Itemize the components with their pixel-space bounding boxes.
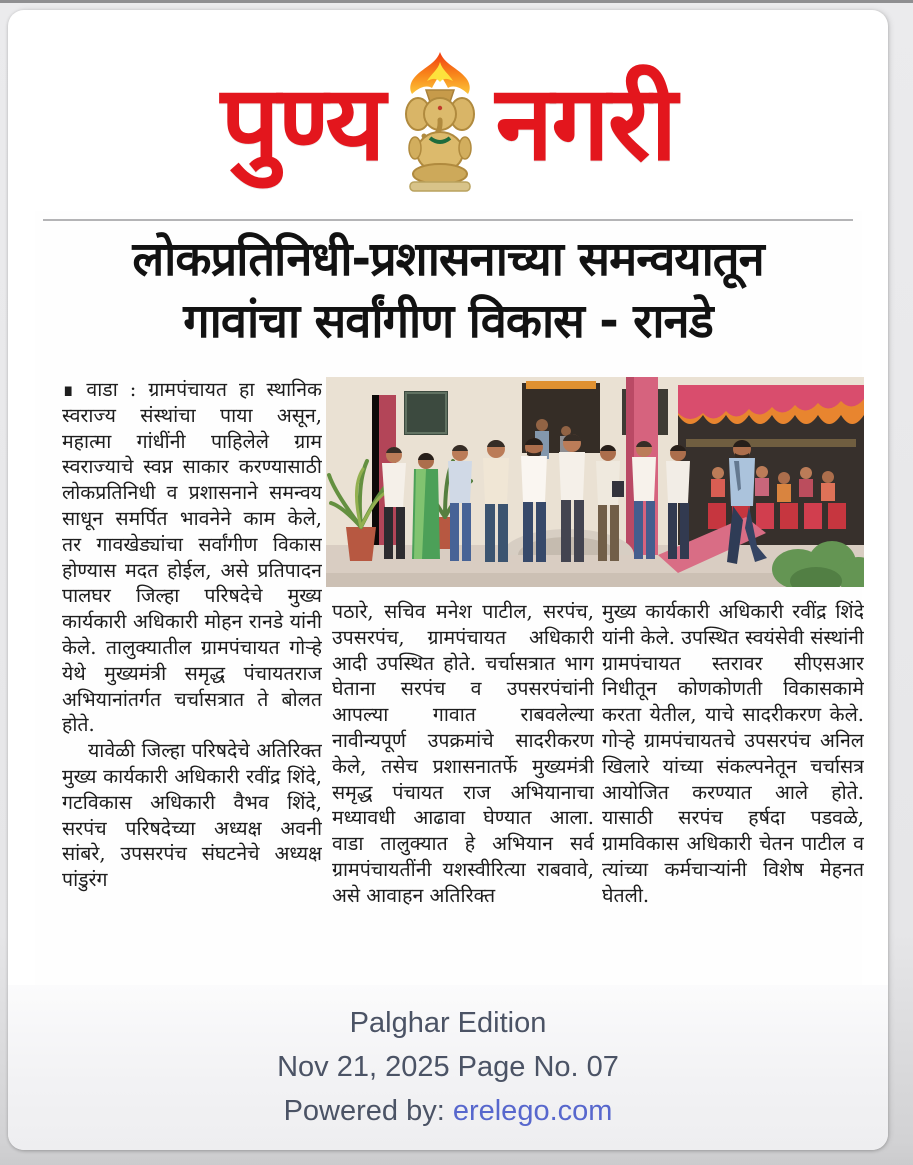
article-column-middle bbox=[332, 599, 594, 977]
powered-by-label: Powered by: bbox=[283, 1095, 453, 1127]
ganesha-logo-icon bbox=[392, 52, 488, 194]
article-photo bbox=[326, 377, 864, 587]
paragraph: यावेळी जिल्हा परिषदेचे अतिरिक्त मुख्य कार्यकारी अधिकारी रवींद्र शिंदे, गटविकास अधिकारी वैभव शिंदे, सरपंच परिषदेच्या अध्यक्ष अवनी सांबरे, उपसरपंच संघटनेचे अध्यक्ष पांडुरंग bbox=[62, 739, 322, 892]
footer-powered-by bbox=[8, 1089, 888, 1133]
headline-line-2: गावांचा सर्वांगीण विकास - रानडे bbox=[183, 294, 713, 349]
paragraph: पठारे, सचिव मनेश पाटील, सरपंच, उपसरपंच, ग्रामपंचायत अधिकारी आदी उपस्थित होते. चर्चासत्रात भाग घेताना सरपंच व उपसरपंचांनी आपल्या गावात राबवलेल्या नावीन्यपूर्ण उपक्रमांचे सादरीकरण केले, तसेच प्रशासनातर्फे मुख्यमंत्री समृद्ध पंचायत राज अभियानाचा मध्यावधी आढावा घेण्यात आला. वाडा तालुक्यात हे अभियान सर्व ग्रामपंचायतींनी यशस्वीरित्या राबवावे, असे आवाहन अतिरिक्त bbox=[332, 600, 594, 907]
edition-footer bbox=[8, 985, 888, 1150]
clipping-top-rule bbox=[43, 219, 853, 221]
footer-edition: Palghar Edition bbox=[349, 1007, 547, 1039]
window-top-edge bbox=[0, 0, 913, 3]
masthead bbox=[8, 48, 888, 198]
newspaper-clipping bbox=[35, 211, 862, 985]
paragraph: ∎ वाडा : ग्रामपंचायत हा स्थानिक स्वराज्य संस्थांचा पाया असून, महात्मा गांधींनी पाहिलेले ग्राम स्वराज्याचे स्वप्न साकार करण्यासाठी लोकप्रतिनिधी व प्रशासनाने समन्वय साधून समर्पित भावनेने काम केले, तर गावखेड्यांचा सर्वांगीण विकास होण्यास मदत होईल, असे प्रतिपादन पालघर जिल्हा परिषदेचे मुख्य कार्यकारी अधिकारी मोहन रानडे यांनी केले. तालुक्यातील ग्रामपंचायत गोऱ्हे येथे मुख्यमंत्री समृद्ध पंचायतराज अभियानांतर्गत चर्चासत्रात ते बोलत होते. bbox=[62, 378, 322, 737]
article-headline bbox=[45, 229, 851, 353]
masthead-title-left: पुण्य bbox=[220, 62, 384, 184]
group-photo-illustration bbox=[326, 377, 864, 587]
article-column-left bbox=[62, 377, 322, 977]
powered-by-link[interactable]: erelego.com bbox=[452, 1095, 613, 1127]
paragraph: मुख्य कार्यकारी अधिकारी रवींद्र शिंदे यांनी केले. उपस्थित स्वयंसेवी संस्थांनी ग्रामपंचायत स्तरावर सीएसआर निधीतून कोणकोणती विकासकामे करता येतील, याचे सादरीकरण केले. गोऱ्हे ग्रामपंचायतचे उपसरपंच अनिल खिलारे यांच्या संकल्पनेतून चर्चासत्र आयोजित करण्यात आले होते. यासाठी सरपंच हर्षदा पडवळे, ग्रामविकास अधिकारी चेतन पाटील व त्यांच्या कर्मचाऱ्यांनी विशेष मेहनत घेतली. bbox=[602, 600, 864, 907]
newspaper-card bbox=[8, 10, 888, 1150]
masthead-title-right: नगरी bbox=[495, 62, 676, 184]
headline-line-1: लोकप्रतिनिधी-प्रशासनाच्या समन्वयातून bbox=[132, 232, 764, 287]
footer-date-page: Nov 21, 2025 Page No. 07 bbox=[277, 1051, 619, 1083]
article-column-right bbox=[602, 599, 864, 977]
